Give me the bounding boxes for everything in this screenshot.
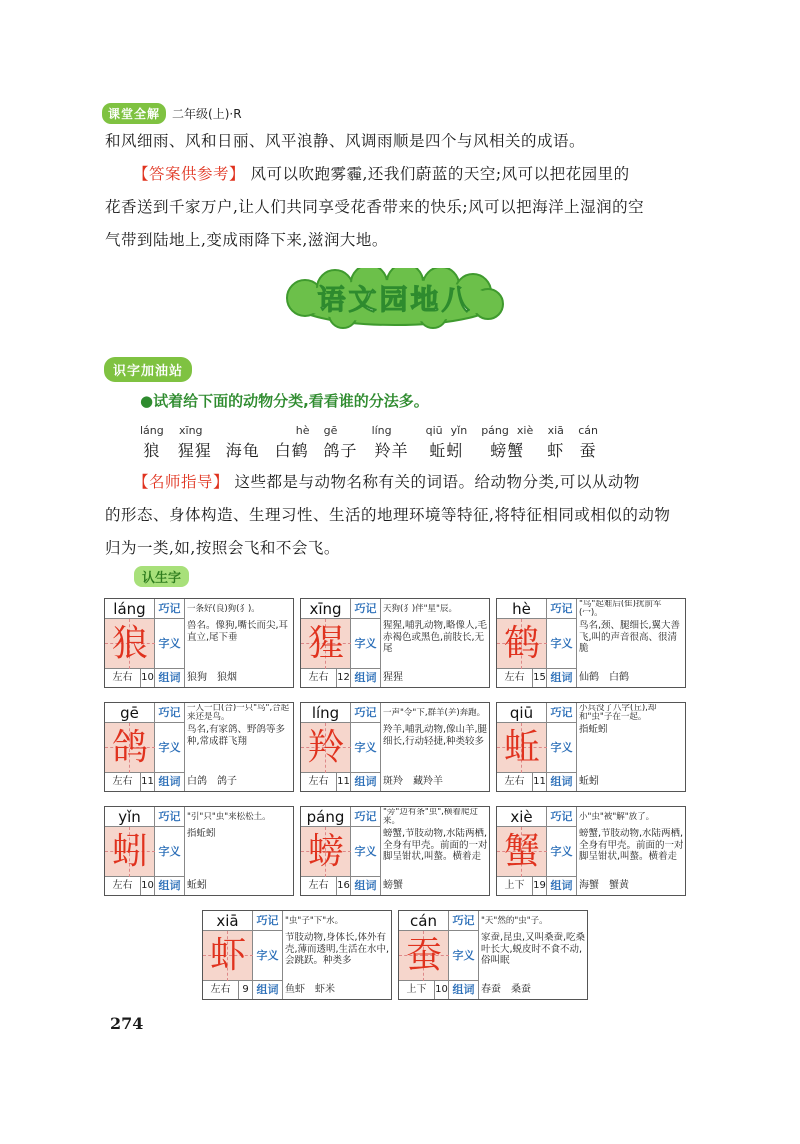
card-stroke-count: 16 [337, 877, 351, 895]
card-stroke-count: 10 [141, 877, 155, 895]
animal-pinyin: gē [323, 424, 338, 437]
words-label: 组词 [253, 981, 283, 999]
card-pinyin: xiè [497, 807, 547, 827]
card-stroke-count: 11 [141, 773, 155, 791]
card-pinyin: xīng [301, 599, 351, 619]
animal-hanzi: 鸽子 [323, 441, 358, 460]
animal-item [140, 424, 164, 461]
card-memory-tip: "鸟"起难后(隹)扰前军(冖)。 [579, 600, 662, 618]
card-pinyin: qiū [497, 703, 547, 723]
animal-item [274, 424, 310, 461]
character-card [300, 598, 490, 688]
animal-item [481, 424, 533, 461]
character-card [104, 598, 294, 688]
card-structure: 左右 [105, 877, 141, 895]
task-instruction [140, 390, 429, 411]
card-structure: 左右 [497, 773, 533, 791]
memory-label: 巧记 [155, 703, 185, 723]
meaning-label: 字义 [155, 723, 185, 773]
animal-pinyin: yǐn [450, 424, 468, 437]
card-character: 蚓 [111, 831, 148, 872]
card-pinyin: hè [497, 599, 547, 619]
card-memory-tip: 一条好(良)狗(犭)。 [187, 603, 260, 614]
character-card [202, 910, 392, 1000]
section-title: 识字加油站 [104, 357, 192, 382]
card-memory-tip: "引"只"虫"来松松土。 [187, 811, 271, 822]
card-structure: 左右 [301, 669, 337, 687]
unit-banner [283, 268, 507, 330]
words-label: 组词 [547, 669, 577, 687]
card-pinyin: cán [399, 911, 449, 931]
card-character: 蚕 [405, 935, 442, 976]
subsection-title: 认生字 [134, 566, 189, 587]
animal-item [578, 424, 598, 461]
card-character-box [497, 619, 547, 669]
card-meaning: 羚羊,哺乳动物,像山羊,腿细长,行动轻捷,种类较多 [383, 724, 488, 747]
animal-list [140, 424, 598, 461]
meaning-label: 字义 [351, 619, 381, 669]
card-character: 虾 [209, 935, 246, 976]
card-character: 蟹 [503, 831, 540, 872]
animal-pinyin: hè [295, 424, 310, 437]
character-card [104, 702, 294, 792]
card-character: 猩 [307, 623, 344, 664]
card-character-box [399, 931, 449, 981]
words-label: 组词 [449, 981, 479, 999]
card-structure: 上下 [399, 981, 435, 999]
teacher-line-1: 这些都是与动物名称有关的词语。给动物分类,可以从动物 [234, 473, 640, 491]
teacher-line-3: 归为一类,如,按照会飞和不会飞。 [105, 539, 340, 557]
card-character-box [105, 827, 155, 877]
card-words: 蚯蚓 [187, 880, 207, 891]
animal-item [372, 424, 412, 461]
character-card [496, 598, 686, 688]
memory-label: 巧记 [155, 599, 185, 619]
animal-item [426, 424, 468, 461]
words-label: 组词 [155, 877, 185, 895]
card-meaning: 鸟名,有家鸽、野鸽等多种,常成群飞翔 [187, 724, 286, 747]
card-words: 猩猩 [383, 672, 403, 683]
card-meaning: 指蚯蚓 [187, 828, 216, 839]
card-character: 鹤 [503, 623, 540, 664]
card-structure: 上下 [497, 877, 533, 895]
card-character-box [301, 723, 351, 773]
intro-line: 和风细雨、风和日丽、风平浪静、风调雨顺是四个与风相关的成语。 [105, 132, 586, 150]
card-meaning: 鸟名,颈、腿细长,翼大善飞,叫的声音很高、很清脆 [579, 620, 681, 654]
words-label: 组词 [547, 877, 577, 895]
animal-pinyin: xiā [547, 424, 564, 437]
animal-item [178, 424, 212, 461]
card-pinyin: páng [301, 807, 351, 827]
card-memory-tip: 天狗(犭)伴"星"辰。 [383, 603, 457, 614]
animal-hanzi: 羚羊 [374, 441, 409, 460]
animal-hanzi: 螃蟹 [490, 441, 525, 460]
card-character-box [497, 827, 547, 877]
card-words: 春蚕 桑蚕 [481, 984, 531, 995]
card-character-box [301, 619, 351, 669]
words-label: 组词 [351, 669, 381, 687]
animal-hanzi: 白鹤 [274, 441, 309, 460]
animal-pinyin: xiè [516, 424, 534, 437]
teacher-tag: 【名师指导】 [133, 473, 230, 491]
card-memory-tip: "旁"边有条"虫",横着爬过来。 [383, 808, 478, 826]
card-meaning: 节肢动物,身体长,体外有壳,薄而透明,生活在水中,会跳跃。种类多 [285, 932, 390, 966]
card-memory-tip: 一声"令"下,群羊(⺶)奔跑。 [383, 707, 486, 718]
memory-label: 巧记 [547, 703, 577, 723]
running-header [102, 103, 242, 124]
card-meaning: 家蚕,昆虫,又叫桑蚕,吃桑叶长大,蜕皮时不食不动,俗叫眠 [481, 932, 586, 966]
card-words: 白鸽 鸽子 [187, 776, 237, 787]
card-structure: 左右 [301, 877, 337, 895]
card-character: 蚯 [503, 727, 540, 768]
card-stroke-count: 9 [239, 981, 253, 999]
card-stroke-count: 10 [141, 669, 155, 687]
page-number: 274 [110, 1014, 144, 1033]
animal-pinyin: cán [578, 424, 599, 437]
card-words: 海蟹 蟹黄 [579, 880, 629, 891]
meaning-label: 字义 [547, 827, 577, 877]
card-stroke-count: 15 [533, 669, 547, 687]
character-card [300, 702, 490, 792]
card-words: 斑羚 藏羚羊 [383, 776, 443, 787]
card-pinyin: xiā [203, 911, 253, 931]
words-label: 组词 [351, 877, 381, 895]
card-memory-tip: "天"然的"虫"子。 [481, 915, 548, 926]
card-character: 狼 [111, 623, 148, 664]
animal-item [324, 424, 358, 461]
card-structure: 左右 [105, 773, 141, 791]
card-meaning: 猩猩,哺乳动物,略像人,毛赤褐色或黑色,前肢长,无尾 [383, 620, 488, 654]
memory-label: 巧记 [351, 807, 381, 827]
meaning-label: 字义 [351, 827, 381, 877]
animal-pinyin: páng [481, 424, 509, 437]
card-character-box [497, 723, 547, 773]
card-character: 螃 [307, 831, 344, 872]
meaning-label: 字义 [253, 931, 283, 981]
meaning-label: 字义 [547, 619, 577, 669]
card-words: 螃蟹 [383, 880, 403, 891]
animal-item [226, 424, 260, 461]
memory-label: 巧记 [547, 807, 577, 827]
animal-hanzi: 狼 [143, 441, 161, 460]
grade-label: 二年级(上)·R [172, 107, 242, 121]
meaning-label: 字义 [351, 723, 381, 773]
words-label: 组词 [351, 773, 381, 791]
card-structure: 左右 [301, 773, 337, 791]
character-card [496, 702, 686, 792]
animal-hanzi: 蚕 [579, 441, 597, 460]
card-pinyin: yǐn [105, 807, 155, 827]
animal-hanzi: 蚯蚓 [429, 441, 464, 460]
animal-item [547, 424, 564, 461]
card-stroke-count: 11 [533, 773, 547, 791]
series-badge: 课堂全解 [102, 103, 166, 124]
animal-pinyin: líng [371, 424, 392, 437]
meaning-label: 字义 [547, 723, 577, 773]
memory-label: 巧记 [155, 807, 185, 827]
banner-title: 语文园地八 [317, 283, 473, 316]
memory-label: 巧记 [449, 911, 479, 931]
animal-hanzi: 猩猩 [177, 441, 212, 460]
animal-hanzi: 海龟 [225, 441, 260, 460]
card-words: 仙鹤 白鹤 [579, 672, 629, 683]
card-meaning: 螃蟹,节肢动物,水陆两栖,全身有甲壳。前面的一对脚呈钳状,叫螯。横着走 [579, 828, 684, 862]
card-structure: 左右 [203, 981, 239, 999]
card-stroke-count: 10 [435, 981, 449, 999]
card-pinyin: gē [105, 703, 155, 723]
memory-label: 巧记 [351, 703, 381, 723]
card-memory-tip: 小兵没了八字(丘),却和"虫"子在一起。 [579, 704, 657, 722]
words-label: 组词 [547, 773, 577, 791]
animal-pinyin: láng [140, 424, 164, 437]
memory-label: 巧记 [351, 599, 381, 619]
card-meaning: 螃蟹,节肢动物,水陆两栖,全身有甲壳。前面的一对脚呈钳状,叫螯。横着走 [383, 828, 488, 862]
teacher-guidance [105, 466, 705, 565]
memory-label: 巧记 [253, 911, 283, 931]
card-words: 狼狗 狼烟 [187, 672, 237, 683]
answer-paragraph [105, 158, 705, 257]
card-memory-tip: 小"虫"被"解"放了。 [579, 811, 655, 822]
animal-pinyin: xīng [179, 424, 203, 437]
answer-line-3: 气带到陆地上,变成雨降下来,滋润大地。 [105, 231, 388, 249]
answer-line-1: 风可以吹跑雾霾,还我们蔚蓝的天空;风可以把花园里的 [250, 165, 630, 183]
character-card [496, 806, 686, 896]
meaning-label: 字义 [449, 931, 479, 981]
bullet-icon: ● [140, 392, 154, 410]
words-label: 组词 [155, 773, 185, 791]
card-character-box [203, 931, 253, 981]
task-text: 试着给下面的动物分类,看看谁的分法多。 [153, 392, 429, 410]
card-structure: 左右 [497, 669, 533, 687]
meaning-label: 字义 [155, 619, 185, 669]
card-stroke-count: 19 [533, 877, 547, 895]
card-memory-tip: "虫"子"下"水。 [285, 915, 344, 926]
card-memory-tip: 一人一口(合)一只"鸟",合起来还是鸟。 [187, 704, 290, 722]
teacher-line-2: 的形态、身体构造、生理习性、生活的地理环境等特征,将特征相同或相似的动物 [105, 506, 671, 524]
card-character-box [301, 827, 351, 877]
answer-tag: 【答案供参考】 [133, 165, 246, 183]
card-character-box [105, 619, 155, 669]
words-label: 组词 [155, 669, 185, 687]
card-character-box [105, 723, 155, 773]
card-stroke-count: 12 [337, 669, 351, 687]
memory-label: 巧记 [547, 599, 577, 619]
card-structure: 左右 [105, 669, 141, 687]
animal-hanzi: 虾 [547, 441, 565, 460]
card-stroke-count: 11 [337, 773, 351, 791]
card-words: 鱼虾 虾米 [285, 984, 335, 995]
card-character: 鸽 [111, 727, 148, 768]
animal-pinyin: qiū [425, 424, 443, 437]
card-words: 蚯蚓 [579, 776, 599, 787]
character-card [398, 910, 588, 1000]
answer-line-2: 花香送到千家万户,让人们共同享受花香带来的快乐;风可以把海洋上湿润的空 [105, 198, 645, 216]
character-card [300, 806, 490, 896]
card-pinyin: líng [301, 703, 351, 723]
card-meaning: 兽名。像狗,嘴长而尖,耳直立,尾下垂 [187, 620, 289, 643]
character-card [104, 806, 294, 896]
card-pinyin: láng [105, 599, 155, 619]
meaning-label: 字义 [155, 827, 185, 877]
card-meaning: 指蚯蚓 [579, 724, 608, 735]
card-character: 羚 [307, 727, 344, 768]
